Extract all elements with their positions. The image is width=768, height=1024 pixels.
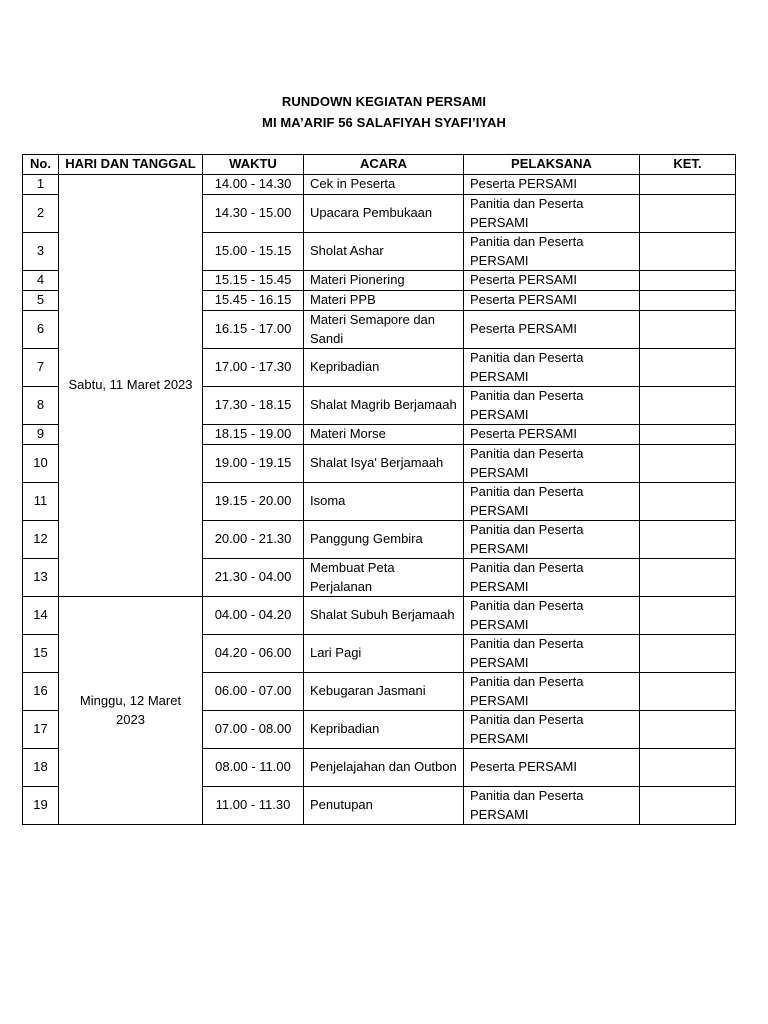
row-number: 5 — [23, 291, 59, 311]
table-header-row — [23, 155, 736, 175]
time-cell: 15.00 - 15.15 — [203, 233, 304, 271]
time-cell: 07.00 - 08.00 — [203, 711, 304, 749]
remarks-cell — [640, 521, 736, 559]
activity-cell: Cek in Peserta — [304, 175, 464, 195]
row-number: 17 — [23, 711, 59, 749]
table-row — [23, 597, 736, 635]
row-number: 12 — [23, 521, 59, 559]
row-number: 8 — [23, 387, 59, 425]
remarks-cell — [640, 175, 736, 195]
organizer-cell: Panitia dan Peserta PERSAMI — [464, 445, 640, 483]
remarks-cell — [640, 387, 736, 425]
header-waktu: WAKTU — [203, 155, 304, 175]
time-cell: 21.30 - 04.00 — [203, 559, 304, 597]
organizer-cell: Panitia dan Peserta PERSAMI — [464, 635, 640, 673]
remarks-cell — [640, 597, 736, 635]
row-number: 19 — [23, 787, 59, 825]
row-number: 6 — [23, 311, 59, 349]
time-cell: 15.45 - 16.15 — [203, 291, 304, 311]
remarks-cell — [640, 311, 736, 349]
time-cell: 06.00 - 07.00 — [203, 673, 304, 711]
remarks-cell — [640, 445, 736, 483]
day-date-cell: Minggu, 12 Maret 2023 — [59, 597, 203, 825]
time-cell: 04.20 - 06.00 — [203, 635, 304, 673]
row-number: 4 — [23, 271, 59, 291]
time-cell: 20.00 - 21.30 — [203, 521, 304, 559]
organizer-cell: Panitia dan Peserta PERSAMI — [464, 711, 640, 749]
activity-cell: Sholat Ashar — [304, 233, 464, 271]
organizer-cell: Peserta PERSAMI — [464, 425, 640, 445]
time-cell: 19.15 - 20.00 — [203, 483, 304, 521]
row-number: 3 — [23, 233, 59, 271]
organizer-cell: Peserta PERSAMI — [464, 311, 640, 349]
activity-cell: Kebugaran Jasmani — [304, 673, 464, 711]
organizer-cell: Panitia dan Peserta PERSAMI — [464, 787, 640, 825]
time-cell: 16.15 - 17.00 — [203, 311, 304, 349]
time-cell: 17.30 - 18.15 — [203, 387, 304, 425]
document-subtitle: MI MA’ARIF 56 SALAFIYAH SYAFI’IYAH — [262, 115, 506, 130]
header-no: No. — [23, 155, 59, 175]
remarks-cell — [640, 195, 736, 233]
time-cell: 08.00 - 11.00 — [203, 749, 304, 787]
row-number: 13 — [23, 559, 59, 597]
remarks-cell — [640, 483, 736, 521]
header-hari-dan-tanggal: HARI DAN TANGGAL — [59, 155, 203, 175]
activity-cell: Shalat Isya' Berjamaah — [304, 445, 464, 483]
remarks-cell — [640, 233, 736, 271]
row-number: 7 — [23, 349, 59, 387]
activity-cell: Membuat Peta Perjalanan — [304, 559, 464, 597]
activity-cell: Materi PPB — [304, 291, 464, 311]
time-cell: 11.00 - 11.30 — [203, 787, 304, 825]
time-cell: 14.30 - 15.00 — [203, 195, 304, 233]
table-row — [23, 175, 736, 195]
remarks-cell — [640, 673, 736, 711]
remarks-cell — [640, 749, 736, 787]
remarks-cell — [640, 291, 736, 311]
row-number: 1 — [23, 175, 59, 195]
remarks-cell — [640, 635, 736, 673]
time-cell: 17.00 - 17.30 — [203, 349, 304, 387]
time-cell: 04.00 - 04.20 — [203, 597, 304, 635]
activity-cell: Materi Morse — [304, 425, 464, 445]
activity-cell: Upacara Pembukaan — [304, 195, 464, 233]
time-cell: 18.15 - 19.00 — [203, 425, 304, 445]
organizer-cell: Panitia dan Peserta PERSAMI — [464, 521, 640, 559]
time-cell: 14.00 - 14.30 — [203, 175, 304, 195]
activity-cell: Materi Semapore dan Sandi — [304, 311, 464, 349]
remarks-cell — [640, 349, 736, 387]
time-cell: 15.15 - 15.45 — [203, 271, 304, 291]
activity-cell: Kepribadian — [304, 349, 464, 387]
activity-cell: Shalat Subuh Berjamaah — [304, 597, 464, 635]
activity-cell: Isoma — [304, 483, 464, 521]
organizer-cell: Peserta PERSAMI — [464, 291, 640, 311]
row-number: 14 — [23, 597, 59, 635]
organizer-cell: Panitia dan Peserta PERSAMI — [464, 349, 640, 387]
organizer-cell: Peserta PERSAMI — [464, 271, 640, 291]
activity-cell: Penutupan — [304, 787, 464, 825]
day-date-cell: Sabtu, 11 Maret 2023 — [59, 175, 203, 597]
remarks-cell — [640, 271, 736, 291]
row-number: 2 — [23, 195, 59, 233]
organizer-cell: Panitia dan Peserta PERSAMI — [464, 559, 640, 597]
document-title: RUNDOWN KEGIATAN PERSAMI — [281, 94, 487, 109]
row-number: 11 — [23, 483, 59, 521]
row-number: 16 — [23, 673, 59, 711]
organizer-cell: Peserta PERSAMI — [464, 175, 640, 195]
remarks-cell — [640, 711, 736, 749]
row-number: 9 — [23, 425, 59, 445]
organizer-cell: Panitia dan Peserta PERSAMI — [464, 195, 640, 233]
organizer-cell: Panitia dan Peserta PERSAMI — [464, 233, 640, 271]
activity-cell: Lari Pagi — [304, 635, 464, 673]
remarks-cell — [640, 425, 736, 445]
row-number: 10 — [23, 445, 59, 483]
activity-cell: Shalat Magrib Berjamaah — [304, 387, 464, 425]
time-cell: 19.00 - 19.15 — [203, 445, 304, 483]
rundown-table — [22, 154, 736, 825]
organizer-cell: Panitia dan Peserta PERSAMI — [464, 597, 640, 635]
activity-cell: Penjelajahan dan Outbon — [304, 749, 464, 787]
organizer-cell: Panitia dan Peserta PERSAMI — [464, 673, 640, 711]
header-ket: KET. — [640, 155, 736, 175]
remarks-cell — [640, 559, 736, 597]
activity-cell: Kepribadian — [304, 711, 464, 749]
activity-cell: Materi Pionering — [304, 271, 464, 291]
header-acara: ACARA — [304, 155, 464, 175]
organizer-cell: Panitia dan Peserta PERSAMI — [464, 387, 640, 425]
header-pelaksana: PELAKSANA — [464, 155, 640, 175]
organizer-cell: Peserta PERSAMI — [464, 749, 640, 787]
row-number: 15 — [23, 635, 59, 673]
row-number: 18 — [23, 749, 59, 787]
organizer-cell: Panitia dan Peserta PERSAMI — [464, 483, 640, 521]
remarks-cell — [640, 787, 736, 825]
activity-cell: Panggung Gembira — [304, 521, 464, 559]
